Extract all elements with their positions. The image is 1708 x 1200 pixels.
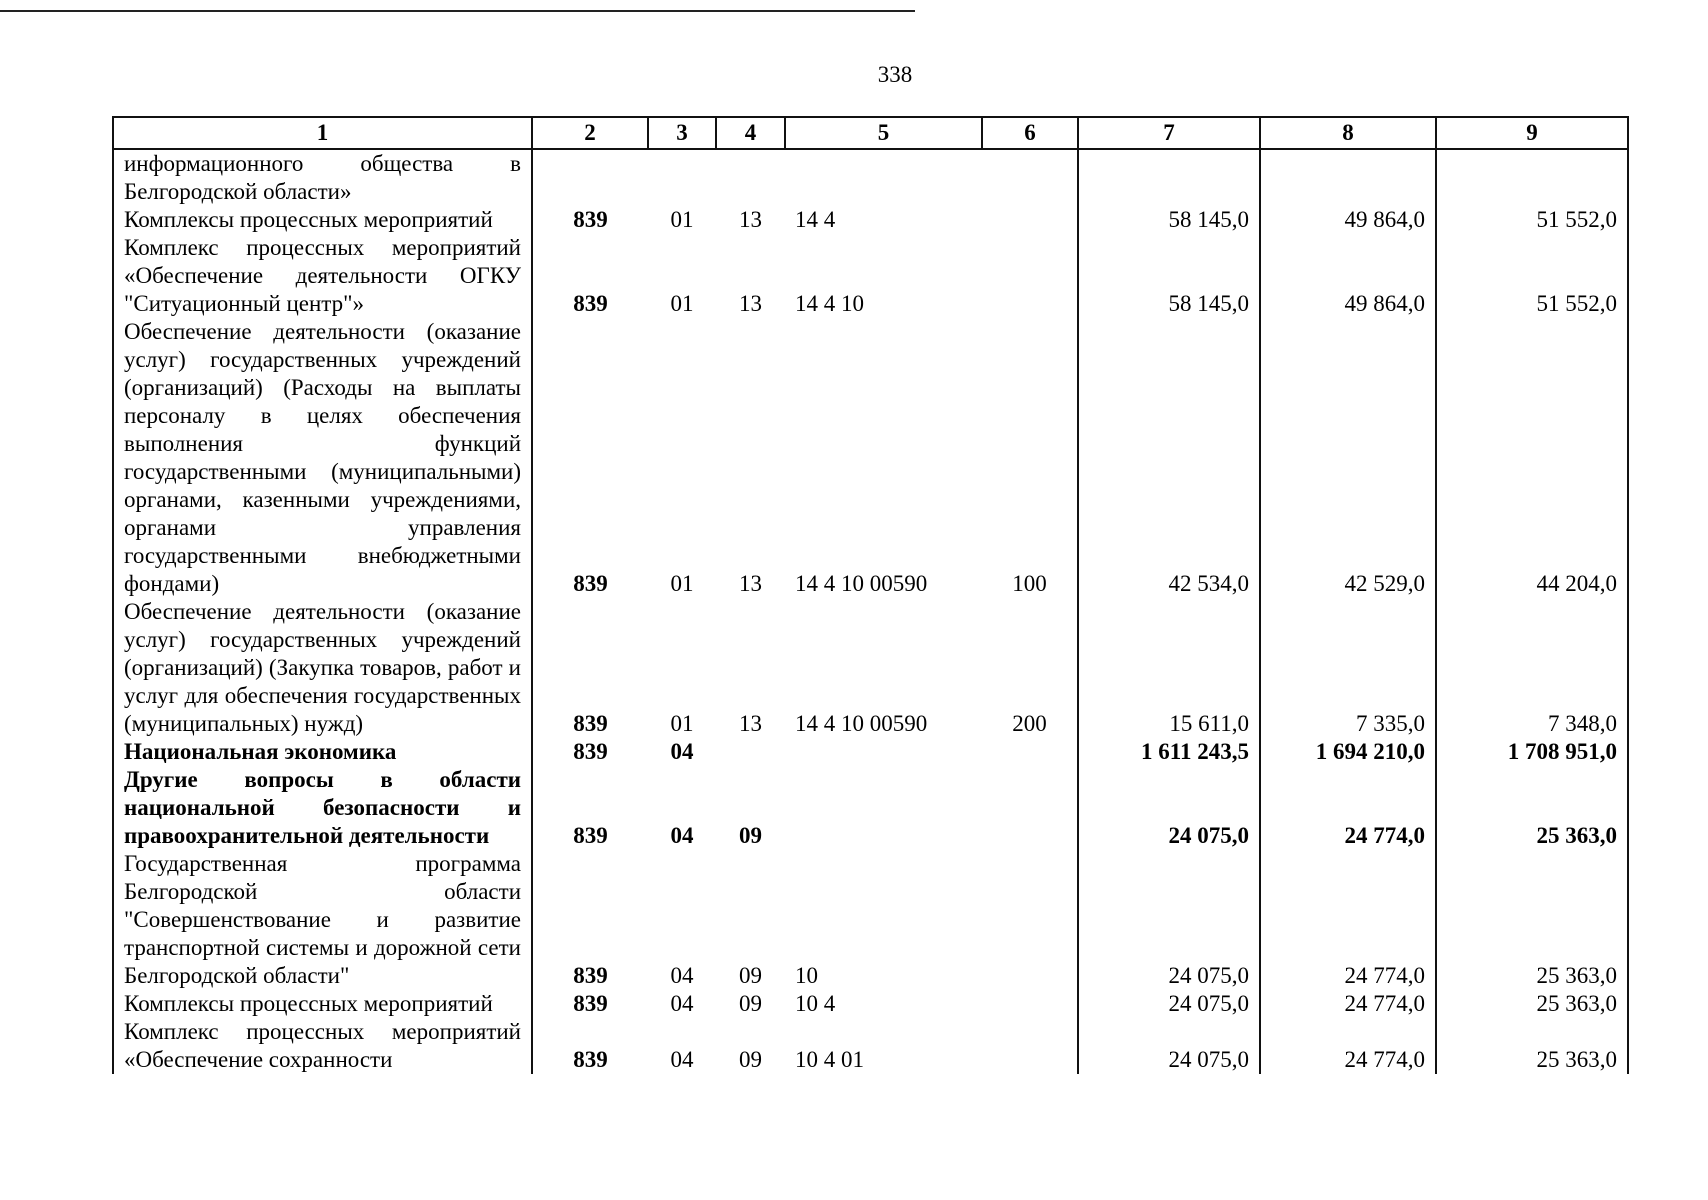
expense-type-cell [982, 149, 1078, 206]
ved-code-cell: 839 [573, 991, 608, 1016]
subsection-code-cell: 13 [739, 571, 762, 596]
expense-type-cell [982, 738, 1078, 766]
section-code-cell: 04 [670, 823, 694, 848]
row-name-cell: Государственная программа Белгородской области "Совершенствование и развитие транспортной системы и дорожной сети Белгородской области" [113, 850, 532, 990]
header-row [113, 117, 1628, 149]
amount-col7-cell: 42 534,0 [1078, 318, 1260, 598]
amount-col7-cell: 24 075,0 [1078, 990, 1260, 1018]
amount-col8-cell: 7 335,0 [1260, 598, 1436, 738]
target-item-code-cell [785, 738, 982, 766]
section-code-cell: 04 [670, 1047, 694, 1072]
target-item-code-cell [785, 149, 982, 206]
section-code-cell: 01 [670, 207, 694, 232]
target-item-code-cell: 10 [795, 963, 818, 988]
expense-type-cell [982, 234, 1078, 318]
ved-code-cell: 839 [573, 711, 608, 736]
table-row [113, 206, 1628, 234]
page-number: 338 [877, 62, 913, 87]
col-header-4: 4 [716, 117, 785, 149]
amount-col8-cell: 24 774,0 [1260, 766, 1436, 850]
amount-col9-cell: 25 363,0 [1436, 850, 1628, 990]
amount-col8-cell: 49 864,0 [1260, 206, 1436, 234]
col-header-7: 7 [1078, 117, 1260, 149]
row-name-cell: Национальная экономика [113, 738, 532, 766]
amount-col7-cell: 24 075,0 [1078, 850, 1260, 990]
col-header-1: 1 [113, 117, 532, 149]
target-item-code-cell: 10 4 01 [795, 1047, 864, 1072]
table-row [113, 598, 1628, 738]
table-row [113, 234, 1628, 318]
ved-code-cell: 839 [573, 739, 608, 764]
expense-type-cell [982, 766, 1078, 850]
amount-col8-cell: 24 774,0 [1260, 990, 1436, 1018]
target-item-code-cell: 10 4 [795, 991, 836, 1016]
amount-col8-cell: 42 529,0 [1260, 318, 1436, 598]
subsection-code-cell [716, 149, 785, 206]
col-header-9: 9 [1436, 117, 1628, 149]
amount-col9-cell [1436, 149, 1628, 206]
table-row [113, 850, 1628, 990]
section-code-cell: 01 [670, 571, 694, 596]
col-header-6: 6 [982, 117, 1078, 149]
target-item-code-cell: 14 4 10 [795, 291, 864, 316]
subsection-code-cell: 09 [739, 1047, 762, 1072]
subsection-code-cell: 13 [739, 207, 762, 232]
target-item-code-cell [785, 766, 982, 850]
table-row [113, 149, 1628, 206]
expense-type-cell [982, 850, 1078, 990]
amount-col9-cell: 51 552,0 [1436, 206, 1628, 234]
table-row [113, 766, 1628, 850]
amount-col7-cell: 24 075,0 [1078, 766, 1260, 850]
expense-type-cell [982, 1018, 1078, 1074]
row-name-cell: Обеспечение деятельности (оказание услуг) государственных учреждений (организаций) (Расходы на выплаты персоналу в целях обеспечения выполнения функций государственными (муниципальными) органами, казенными учреждениями, органами управления государственными внебюджетными фондами) [113, 318, 532, 598]
amount-col9-cell: 25 363,0 [1436, 1018, 1628, 1074]
amount-col9-cell: 51 552,0 [1436, 234, 1628, 318]
row-name-cell: Комплекс процессных мероприятий «Обеспечение деятельности ОГКУ "Ситуационный центр"» [113, 234, 532, 318]
amount-col8-cell: 24 774,0 [1260, 850, 1436, 990]
row-name-cell: Обеспечение деятельности (оказание услуг) государственных учреждений (организаций) (Закупка товаров, работ и услуг для обеспечения государственных (муниципальных) нужд) [113, 598, 532, 738]
table-row [113, 990, 1628, 1018]
table-row [113, 738, 1628, 766]
target-item-code-cell: 14 4 10 00590 [795, 711, 928, 736]
col-header-8: 8 [1260, 117, 1436, 149]
amount-col7-cell: 15 611,0 [1078, 598, 1260, 738]
ved-code-cell: 839 [573, 1047, 608, 1072]
amount-col8-cell: 24 774,0 [1260, 1018, 1436, 1074]
amount-col7-cell: 1 611 243,5 [1078, 738, 1260, 766]
col-header-3: 3 [648, 117, 716, 149]
expense-type-cell: 200 [1012, 711, 1047, 736]
amount-col7-cell: 24 075,0 [1078, 1018, 1260, 1074]
amount-col9-cell: 25 363,0 [1436, 990, 1628, 1018]
section-code-cell: 04 [670, 739, 694, 764]
section-code-cell: 04 [670, 991, 694, 1016]
ved-code-cell: 839 [573, 207, 608, 232]
amount-col9-cell: 44 204,0 [1436, 318, 1628, 598]
budget-table [112, 116, 1629, 1074]
ved-code-cell: 839 [573, 571, 608, 596]
amount-col7-cell: 58 145,0 [1078, 234, 1260, 318]
table-row [113, 318, 1628, 598]
amount-col8-cell: 49 864,0 [1260, 234, 1436, 318]
table-body [113, 149, 1628, 1074]
row-name-cell: информационного общества в Белгородской области» [113, 149, 532, 206]
subsection-code-cell: 09 [739, 823, 762, 848]
amount-col7-cell: 58 145,0 [1078, 206, 1260, 234]
amount-col8-cell [1260, 149, 1436, 206]
row-name-cell: Комплексы процессных мероприятий [113, 990, 532, 1018]
subsection-code-cell: 09 [739, 963, 762, 988]
subsection-code-cell: 13 [739, 711, 762, 736]
col-header-5: 5 [785, 117, 982, 149]
col-header-2: 2 [532, 117, 648, 149]
amount-col9-cell: 7 348,0 [1436, 598, 1628, 738]
row-name-cell: Другие вопросы в области национальной безопасности и правоохранительной деятельности [113, 766, 532, 850]
top-rule [0, 10, 915, 12]
ved-code-cell: 839 [573, 963, 608, 988]
amount-col9-cell: 1 708 951,0 [1436, 738, 1628, 766]
amount-col9-cell: 25 363,0 [1436, 766, 1628, 850]
expense-type-cell: 100 [1012, 571, 1047, 596]
section-code-cell: 01 [670, 711, 694, 736]
row-name-cell: Комплексы процессных мероприятий [113, 206, 532, 234]
amount-col8-cell: 1 694 210,0 [1260, 738, 1436, 766]
expense-type-cell [982, 990, 1078, 1018]
amount-col7-cell [1078, 149, 1260, 206]
section-code-cell: 04 [670, 963, 694, 988]
subsection-code-cell: 09 [739, 991, 762, 1016]
ved-code-cell [532, 149, 648, 206]
expense-type-cell [982, 206, 1078, 234]
target-item-code-cell: 14 4 [795, 207, 836, 232]
ved-code-cell: 839 [573, 823, 608, 848]
section-code-cell: 01 [670, 291, 694, 316]
ved-code-cell: 839 [573, 291, 608, 316]
section-code-cell [648, 149, 716, 206]
subsection-code-cell [716, 738, 785, 766]
subsection-code-cell: 13 [739, 291, 762, 316]
row-name-cell: Комплекс процессных мероприятий «Обеспечение сохранности [113, 1018, 532, 1074]
target-item-code-cell: 14 4 10 00590 [795, 571, 928, 596]
table-row [113, 1018, 1628, 1074]
